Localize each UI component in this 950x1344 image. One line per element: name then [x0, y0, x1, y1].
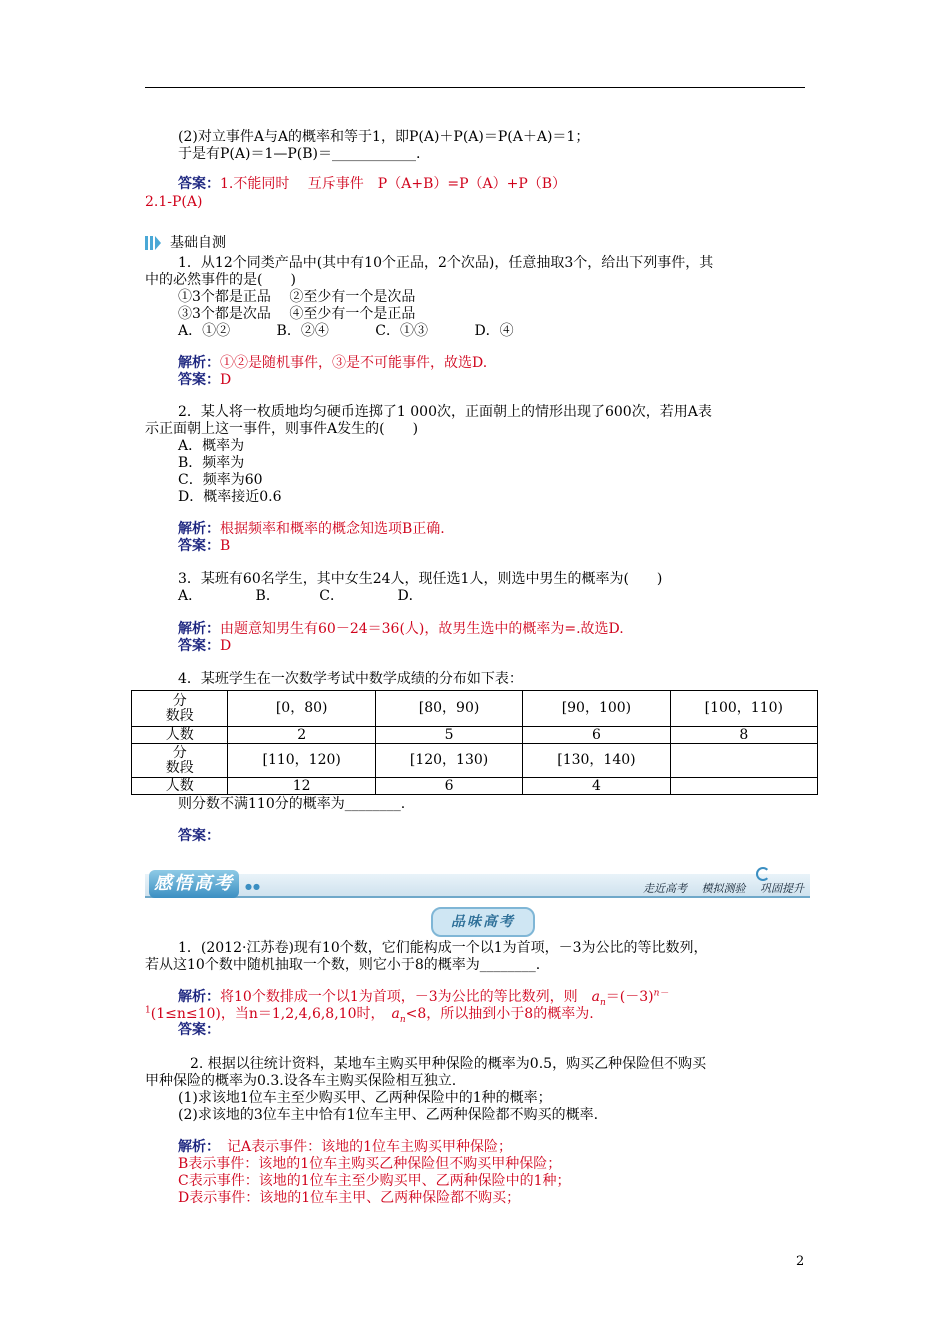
answer-label: 答案：: [178, 638, 220, 654]
analysis-label: 解析：: [178, 355, 220, 371]
review-line-1: (2)对立事件A与A的概率和等于1，即P(A)＋P(A)＝P(A＋A)＝1；: [178, 129, 590, 145]
q3-choices: A． B． C． D．: [178, 588, 423, 604]
analysis-text: 所以抽到小于8的概率为.: [440, 1006, 594, 1022]
table-row: [132, 727, 818, 744]
answer-label: 答案：: [178, 538, 220, 554]
table-row: [132, 691, 818, 727]
review-line-2: 于是有P(A)＝1—P(B)＝____________.: [178, 146, 421, 162]
q3-answer: [178, 638, 231, 655]
table-cell: 6: [523, 727, 670, 744]
answer-label: 答案：: [178, 176, 220, 192]
section-banner: [145, 870, 810, 898]
q2-stem-2: 示正面朝上这一事件，则事件A发生的( ): [145, 421, 419, 437]
q3-stem: 3．某班有60名学生，其中女生24人，现任选1人，则选中男生的概率为( ): [178, 571, 663, 587]
page-number: 2: [796, 1254, 805, 1269]
analysis-text: 根据频率和概率的概念知选项B正确.: [220, 521, 445, 537]
section-bar-icon: [145, 236, 163, 250]
banner-dots-icon: ●●: [245, 882, 261, 891]
analysis-label: 解析：: [178, 621, 220, 637]
h2-event-d: D表示事件：该地的1位车主甲、乙两种保险都不购买；: [178, 1190, 521, 1206]
q2-option-b: B．频率为: [178, 455, 245, 471]
table-cell: 12: [228, 778, 375, 795]
h1-stem-2: 若从这10个数中随机抽取一个数，则它小于8的概率为________.: [145, 957, 541, 973]
q2-option-d: D．概率接近0.6: [178, 489, 282, 505]
table-cell: [670, 778, 817, 795]
h1-stem-1: 1．(2012·江苏卷)现有10个数，它们能构成一个以1为首项，－3为公比的等比数列，: [178, 940, 708, 956]
answer-label: 答案：: [178, 372, 220, 388]
analysis-text: (1≤n≤10)，当n＝1,2,4,6,8,10时，: [150, 1006, 378, 1022]
score-distribution-table: [131, 690, 818, 795]
answer-label: 答案：: [178, 828, 220, 844]
h2-stem-2: 甲种保险的概率为0.3.设各车主购买保险相互独立.: [145, 1073, 457, 1089]
answer-text: 1.不能同时 互斥事件 P（A+B）=P（A）+P（B）: [220, 176, 567, 192]
analysis-text: 由题意知男生有60－24＝36(人)，故男生选中的概率为=.故选D.: [220, 621, 624, 637]
analysis-text: 记A表示事件：该地的1位车主购买甲种保险；: [227, 1139, 513, 1155]
answer-label: 答案：: [178, 1022, 220, 1038]
analysis-label: 解析：: [178, 521, 220, 537]
q2-analysis: [178, 521, 445, 538]
table-cell: 5: [375, 727, 522, 744]
h2-sub-2: (2)求该地的3位车主中恰有1位车主甲、乙两种保险都不购买的概率.: [178, 1107, 599, 1123]
h1-analysis-1: [178, 989, 668, 1006]
q4-answer: [178, 828, 220, 845]
h2-event-c: C表示事件：该地的1位车主至少购买甲、乙两种保险中的1种；: [178, 1173, 571, 1189]
q1-choices: A．①② B．②④ C．①③ D．④: [178, 323, 514, 339]
h2-analysis: [178, 1139, 512, 1156]
q4-stem: 4．某班学生在一次数学考试中数学成绩的分布如下表：: [178, 671, 523, 687]
answer-text: D: [220, 372, 232, 388]
table-cell: [130，140): [523, 744, 670, 778]
count-header: 人数: [132, 778, 228, 795]
q1-analysis: [178, 355, 487, 372]
q1-answer: [178, 372, 231, 389]
math-an: $a_n=(-3)^{n-}$: [591, 988, 669, 1008]
review-answer: [178, 176, 566, 193]
h1-analysis-2: $^1$(1≤n≤10)，当n＝1,2,4,6,8,10时， $a_n<8$，所以抽到小于8的概率为.: [145, 1005, 594, 1025]
analysis-text: 将10个数排成一个以1为首项，－3为公比的等比数列，则: [220, 989, 578, 1005]
q2-answer: [178, 538, 230, 555]
table-row: [132, 778, 818, 795]
circle-icon: [756, 867, 770, 881]
h2-stem-1: 2. 根据以往统计资料，某地车主购买甲种保险的概率为0.5，购买乙种保险但不购买: [190, 1056, 707, 1072]
q1-options-2: ③3个都是次品 ④至少有一个是正品: [178, 306, 416, 322]
count-header: 人数: [132, 727, 228, 744]
h2-event-b: B表示事件：该地的1位车主购买乙种保险但不购买甲种保险；: [178, 1156, 562, 1172]
banner-title: 感悟高考: [149, 870, 239, 898]
review-answer-line-2: 2.1-P(A): [145, 194, 203, 210]
header-rule: [145, 87, 805, 88]
section-tag: 品味高考: [431, 907, 535, 937]
banner-subtitle: 走近高考 模拟测验 巩固提升: [643, 882, 804, 895]
table-cell: [80，90): [375, 691, 522, 727]
q4-after: 则分数不满110分的概率为________.: [178, 796, 406, 812]
q1-stem-1: 1．从12个同类产品中(其中有10个正品，2个次品)，任意抽取3个，给出下列事件，其: [178, 255, 714, 271]
table-cell: [110，120): [228, 744, 375, 778]
table-cell: [0，80): [228, 691, 375, 727]
analysis-text: ①②是随机事件，③是不可能事件，故选D.: [220, 355, 488, 371]
table-cell: [670, 744, 817, 778]
q2-option-c: C．频率为60: [178, 472, 263, 488]
analysis-label: 解析：: [178, 1139, 213, 1155]
q1-stem-2: 中的必然事件的是( ): [145, 272, 296, 288]
score-range-header: 分 数段: [132, 691, 228, 727]
table-cell: [90，100): [523, 691, 670, 727]
table-cell: [120，130): [375, 744, 522, 778]
score-range-header: 分 数段: [132, 744, 228, 778]
table-row: [132, 744, 818, 778]
h2-sub-1: (1)求该地1位车主至少购买甲、乙两种保险中的1种的概率；: [178, 1090, 552, 1106]
h1-answer: [178, 1022, 220, 1039]
section-title: 基础自测: [170, 235, 226, 251]
table-cell: 4: [523, 778, 670, 795]
analysis-label: 解析：: [178, 989, 220, 1005]
q2-stem-1: 2．某人将一枚质地均匀硬币连掷了1 000次，正面朝上的情形出现了600次，若用A表: [178, 404, 712, 420]
table-cell: [100，110): [670, 691, 817, 727]
answer-text: D: [220, 638, 232, 654]
answer-text: B: [220, 538, 231, 554]
q1-options-1: ①3个都是正品 ②至少有一个是次品: [178, 289, 416, 305]
q3-analysis: [178, 621, 624, 638]
table-cell: 6: [375, 778, 522, 795]
table-cell: 2: [228, 727, 375, 744]
q2-option-a: A．概率为: [178, 438, 245, 454]
table-cell: 8: [670, 727, 817, 744]
